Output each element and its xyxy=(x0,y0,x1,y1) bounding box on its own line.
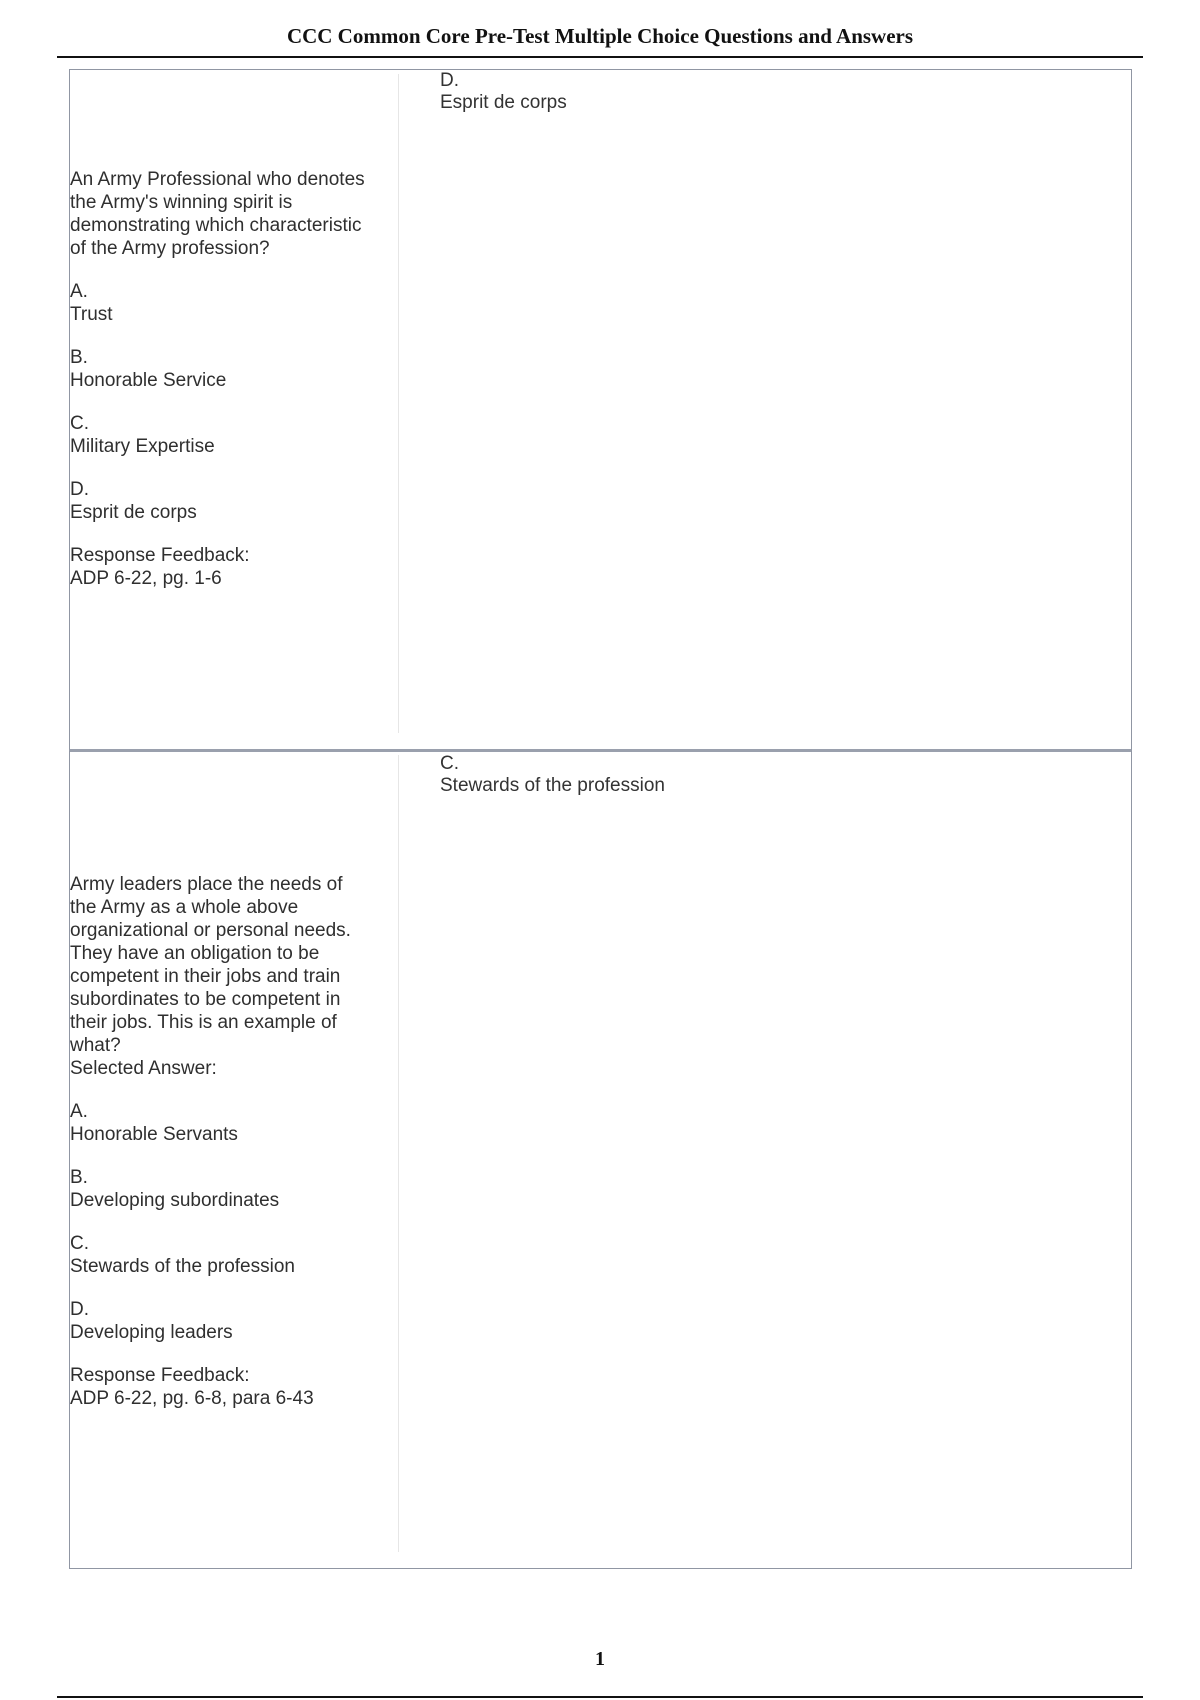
option-letter: C. xyxy=(70,413,89,434)
column-divider xyxy=(398,74,399,733)
answer-letter: D. xyxy=(440,70,459,91)
option-text: Honorable Servants xyxy=(70,1124,238,1145)
option-text: Trust xyxy=(70,304,113,325)
option-c xyxy=(70,412,370,458)
answer-text: Stewards of the profession xyxy=(440,775,665,796)
option-d xyxy=(70,478,370,524)
option-letter: B. xyxy=(70,1167,88,1188)
option-text: Honorable Service xyxy=(70,370,227,391)
option-text: Developing leaders xyxy=(70,1322,233,1343)
feedback-label: Response Feedback: xyxy=(70,1365,250,1386)
feedback-label: Response Feedback: xyxy=(70,545,250,566)
correct-answer xyxy=(440,753,665,797)
option-b xyxy=(70,346,370,392)
question-column xyxy=(70,168,370,590)
option-letter: A. xyxy=(70,281,88,302)
option-letter: D. xyxy=(70,479,89,500)
option-text: Esprit de corps xyxy=(70,502,197,523)
answer-text: Esprit de corps xyxy=(440,92,567,113)
column-divider xyxy=(398,755,399,1552)
option-text: Developing subordinates xyxy=(70,1190,280,1211)
header-rule xyxy=(57,56,1143,58)
option-text: Stewards of the profession xyxy=(70,1256,295,1277)
option-d xyxy=(70,1298,370,1344)
option-b xyxy=(70,1166,370,1212)
option-text: Military Expertise xyxy=(70,436,215,457)
page-number: 1 xyxy=(595,1648,605,1670)
option-a xyxy=(70,1100,370,1146)
option-letter: A. xyxy=(70,1101,88,1122)
selected-answer-label: Selected Answer: xyxy=(70,1058,217,1079)
option-letter: B. xyxy=(70,347,88,368)
question-column xyxy=(70,873,370,1410)
response-feedback xyxy=(70,1364,370,1410)
option-letter: C. xyxy=(70,1233,89,1254)
question-block-2 xyxy=(69,750,1132,1569)
answer-letter: C. xyxy=(440,753,459,774)
document-title: CCC Common Core Pre-Test Multiple Choice Questions and Answers xyxy=(286,24,914,48)
question-block-1 xyxy=(69,69,1132,752)
correct-answer xyxy=(440,70,567,114)
footer-rule xyxy=(57,1696,1143,1698)
option-letter: D. xyxy=(70,1299,89,1320)
question-text: Army leaders place the needs of the Army as a whole above organizational or personal needs. They have an obligation to be competent in their jobs and train subordinates to be competent in their jobs. This is an example of what? xyxy=(70,874,351,1056)
response-feedback xyxy=(70,544,370,590)
option-c xyxy=(70,1232,370,1278)
feedback-reference: ADP 6-22, pg. 6-8, para 6-43 xyxy=(70,1388,314,1409)
option-a xyxy=(70,280,370,326)
question-text: An Army Professional who denotes the Army's winning spirit is demonstrating which characteristic of the Army profession? xyxy=(70,169,365,259)
feedback-reference: ADP 6-22, pg. 1-6 xyxy=(70,568,222,589)
